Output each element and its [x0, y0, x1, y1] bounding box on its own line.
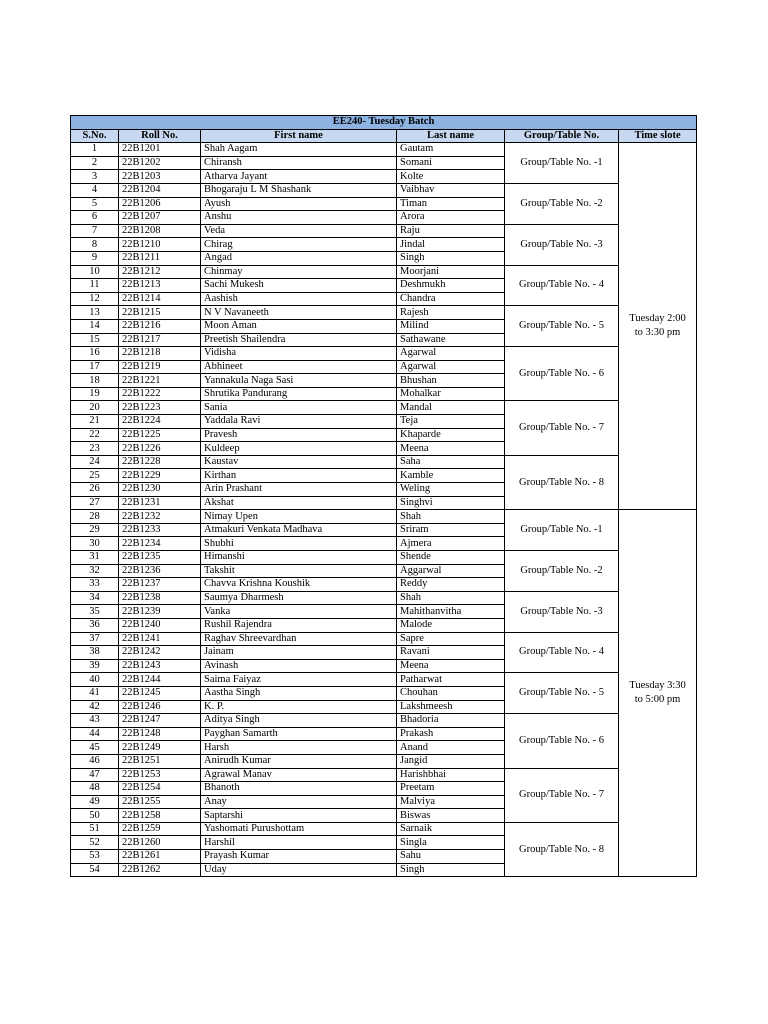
table-row: [71, 632, 697, 646]
cell-group: Group/Table No. - 5: [505, 306, 619, 347]
cell-roll-no: 22B1230: [119, 483, 201, 497]
cell-last-name: Patharwat: [397, 673, 505, 687]
cell-last-name: Singh: [397, 863, 505, 877]
cell-last-name: Arora: [397, 211, 505, 225]
cell-last-name: Lakshmeesh: [397, 700, 505, 714]
cell-sno: 17: [71, 360, 119, 374]
table-row: [71, 510, 697, 524]
cell-first-name: Nimay Upen: [201, 510, 397, 524]
cell-sno: 1: [71, 143, 119, 157]
cell-roll-no: 22B1212: [119, 265, 201, 279]
cell-sno: 53: [71, 850, 119, 864]
cell-sno: 35: [71, 605, 119, 619]
cell-first-name: Avinash: [201, 659, 397, 673]
header-last-name: Last name: [397, 129, 505, 143]
cell-first-name: Atharva Jayant: [201, 170, 397, 184]
cell-last-name: Chandra: [397, 292, 505, 306]
cell-last-name: Vaibhav: [397, 183, 505, 197]
cell-last-name: Raju: [397, 224, 505, 238]
cell-first-name: Vidisha: [201, 347, 397, 361]
cell-first-name: Atmakuri Venkata Madhava: [201, 523, 397, 537]
cell-first-name: N V Navaneeth: [201, 306, 397, 320]
cell-sno: 8: [71, 238, 119, 252]
cell-last-name: Kolte: [397, 170, 505, 184]
cell-first-name: Abhineet: [201, 360, 397, 374]
cell-roll-no: 22B1231: [119, 496, 201, 510]
cell-sno: 21: [71, 415, 119, 429]
cell-group: Group/Table No. -3: [505, 224, 619, 265]
cell-roll-no: 22B1233: [119, 523, 201, 537]
cell-sno: 12: [71, 292, 119, 306]
cell-sno: 32: [71, 564, 119, 578]
table-row: [71, 306, 697, 320]
table-row: [71, 265, 697, 279]
cell-sno: 24: [71, 455, 119, 469]
cell-last-name: Weling: [397, 483, 505, 497]
cell-last-name: Ravani: [397, 646, 505, 660]
cell-roll-no: 22B1211: [119, 251, 201, 265]
cell-group: Group/Table No. - 4: [505, 265, 619, 306]
cell-roll-no: 22B1261: [119, 850, 201, 864]
cell-last-name: Timan: [397, 197, 505, 211]
cell-roll-no: 22B1214: [119, 292, 201, 306]
header-first-name: First name: [201, 129, 397, 143]
cell-first-name: Shah Aagam: [201, 143, 397, 157]
cell-sno: 52: [71, 836, 119, 850]
cell-roll-no: 22B1216: [119, 319, 201, 333]
cell-sno: 39: [71, 659, 119, 673]
cell-last-name: Biswas: [397, 809, 505, 823]
header-group-table-no: Group/Table No.: [505, 129, 619, 143]
cell-first-name: Kirthan: [201, 469, 397, 483]
cell-roll-no: 22B1258: [119, 809, 201, 823]
cell-first-name: Akshat: [201, 496, 397, 510]
cell-last-name: Teja: [397, 415, 505, 429]
cell-sno: 31: [71, 551, 119, 565]
cell-first-name: Chiransh: [201, 156, 397, 170]
cell-first-name: Anshu: [201, 211, 397, 225]
cell-first-name: Saumya Dharmesh: [201, 591, 397, 605]
cell-first-name: Anirudh Kumar: [201, 754, 397, 768]
cell-roll-no: 22B1203: [119, 170, 201, 184]
cell-sno: 16: [71, 347, 119, 361]
cell-last-name: Sathawane: [397, 333, 505, 347]
cell-roll-no: 22B1254: [119, 782, 201, 796]
cell-sno: 50: [71, 809, 119, 823]
cell-last-name: Rajesh: [397, 306, 505, 320]
cell-last-name: Chouhan: [397, 686, 505, 700]
cell-last-name: Mandal: [397, 401, 505, 415]
cell-roll-no: 22B1244: [119, 673, 201, 687]
cell-roll-no: 22B1253: [119, 768, 201, 782]
cell-first-name: K. P.: [201, 700, 397, 714]
cell-last-name: Shah: [397, 591, 505, 605]
cell-roll-no: 22B1201: [119, 143, 201, 157]
cell-group: Group/Table No. - 8: [505, 822, 619, 876]
cell-last-name: Mahithanvitha: [397, 605, 505, 619]
cell-last-name: Sapre: [397, 632, 505, 646]
cell-sno: 5: [71, 197, 119, 211]
cell-last-name: Sriram: [397, 523, 505, 537]
cell-last-name: Ajmera: [397, 537, 505, 551]
cell-first-name: Aashish: [201, 292, 397, 306]
cell-first-name: Kaustav: [201, 455, 397, 469]
cell-first-name: Moon Aman: [201, 319, 397, 333]
cell-roll-no: 22B1247: [119, 714, 201, 728]
cell-first-name: Yaddala Ravi: [201, 415, 397, 429]
cell-sno: 9: [71, 251, 119, 265]
cell-roll-no: 22B1221: [119, 374, 201, 388]
cell-roll-no: 22B1224: [119, 415, 201, 429]
cell-sno: 41: [71, 686, 119, 700]
table-header-row: [71, 129, 697, 143]
cell-first-name: Harsh: [201, 741, 397, 755]
cell-roll-no: 22B1222: [119, 387, 201, 401]
cell-sno: 46: [71, 754, 119, 768]
cell-roll-no: 22B1248: [119, 727, 201, 741]
cell-first-name: Anay: [201, 795, 397, 809]
cell-roll-no: 22B1219: [119, 360, 201, 374]
cell-group: Group/Table No. - 8: [505, 455, 619, 509]
cell-roll-no: 22B1207: [119, 211, 201, 225]
cell-group: Group/Table No. -1: [505, 510, 619, 551]
cell-first-name: Bhogaraju L M Shashank: [201, 183, 397, 197]
cell-roll-no: 22B1239: [119, 605, 201, 619]
cell-roll-no: 22B1232: [119, 510, 201, 524]
cell-time-slot: Tuesday 3:30 to 5:00 pm: [619, 510, 697, 877]
cell-roll-no: 22B1228: [119, 455, 201, 469]
cell-sno: 42: [71, 700, 119, 714]
cell-sno: 29: [71, 523, 119, 537]
cell-first-name: Aditya Singh: [201, 714, 397, 728]
cell-first-name: Yashomati Purushottam: [201, 822, 397, 836]
cell-first-name: Uday: [201, 863, 397, 877]
cell-last-name: Moorjani: [397, 265, 505, 279]
cell-last-name: Gautam: [397, 143, 505, 157]
cell-group: Group/Table No. -2: [505, 183, 619, 224]
table-row: [71, 822, 697, 836]
cell-roll-no: 22B1251: [119, 754, 201, 768]
cell-first-name: Jainam: [201, 646, 397, 660]
cell-last-name: Bhadoria: [397, 714, 505, 728]
table-row: [71, 768, 697, 782]
cell-roll-no: 22B1204: [119, 183, 201, 197]
cell-sno: 36: [71, 618, 119, 632]
cell-last-name: Agarwal: [397, 347, 505, 361]
cell-roll-no: 22B1242: [119, 646, 201, 660]
cell-first-name: Raghav Shreevardhan: [201, 632, 397, 646]
cell-sno: 43: [71, 714, 119, 728]
cell-sno: 15: [71, 333, 119, 347]
cell-last-name: Jindal: [397, 238, 505, 252]
cell-group: Group/Table No. - 6: [505, 347, 619, 401]
cell-sno: 38: [71, 646, 119, 660]
cell-last-name: Singh: [397, 251, 505, 265]
cell-first-name: Rushil Rajendra: [201, 618, 397, 632]
cell-group: Group/Table No. - 7: [505, 401, 619, 455]
cell-group: Group/Table No. - 4: [505, 632, 619, 673]
cell-roll-no: 22B1208: [119, 224, 201, 238]
cell-roll-no: 22B1241: [119, 632, 201, 646]
cell-first-name: Harshil: [201, 836, 397, 850]
cell-first-name: Chavva Krishna Koushik: [201, 578, 397, 592]
cell-group: Group/Table No. - 7: [505, 768, 619, 822]
table-row: [71, 673, 697, 687]
cell-first-name: Vanka: [201, 605, 397, 619]
table-row: [71, 455, 697, 469]
cell-last-name: Saha: [397, 455, 505, 469]
cell-sno: 33: [71, 578, 119, 592]
header-sno: S.No.: [71, 129, 119, 143]
cell-group: Group/Table No. -3: [505, 591, 619, 632]
cell-sno: 20: [71, 401, 119, 415]
cell-sno: 22: [71, 428, 119, 442]
cell-sno: 25: [71, 469, 119, 483]
cell-first-name: Himanshi: [201, 551, 397, 565]
cell-last-name: Shende: [397, 551, 505, 565]
cell-roll-no: 22B1249: [119, 741, 201, 755]
cell-roll-no: 22B1240: [119, 618, 201, 632]
cell-sno: 37: [71, 632, 119, 646]
cell-last-name: Preetam: [397, 782, 505, 796]
cell-sno: 51: [71, 822, 119, 836]
cell-sno: 6: [71, 211, 119, 225]
cell-sno: 28: [71, 510, 119, 524]
cell-first-name: Payghan Samarth: [201, 727, 397, 741]
cell-sno: 10: [71, 265, 119, 279]
cell-first-name: Pravesh: [201, 428, 397, 442]
cell-first-name: Agrawal Manav: [201, 768, 397, 782]
table-row: [71, 401, 697, 415]
cell-last-name: Aggarwal: [397, 564, 505, 578]
table-row: [71, 183, 697, 197]
cell-roll-no: 22B1260: [119, 836, 201, 850]
table-row: [71, 224, 697, 238]
cell-last-name: Shah: [397, 510, 505, 524]
cell-last-name: Reddy: [397, 578, 505, 592]
cell-sno: 48: [71, 782, 119, 796]
table-title-row: [71, 116, 697, 130]
cell-group: Group/Table No. -2: [505, 551, 619, 592]
cell-roll-no: 22B1235: [119, 551, 201, 565]
cell-last-name: Singla: [397, 836, 505, 850]
cell-roll-no: 22B1245: [119, 686, 201, 700]
cell-last-name: Agarwal: [397, 360, 505, 374]
cell-sno: 47: [71, 768, 119, 782]
batch-sheet: [70, 115, 697, 877]
table-row: [71, 551, 697, 565]
cell-sno: 27: [71, 496, 119, 510]
cell-roll-no: 22B1255: [119, 795, 201, 809]
cell-last-name: Meena: [397, 442, 505, 456]
cell-last-name: Jangid: [397, 754, 505, 768]
cell-group: Group/Table No. - 6: [505, 714, 619, 768]
cell-first-name: Saima Faiyaz: [201, 673, 397, 687]
table-title: EE240- Tuesday Batch: [71, 116, 697, 130]
cell-first-name: Aastha Singh: [201, 686, 397, 700]
cell-first-name: Arin Prashant: [201, 483, 397, 497]
cell-sno: 23: [71, 442, 119, 456]
cell-first-name: Saptarshi: [201, 809, 397, 823]
cell-roll-no: 22B1223: [119, 401, 201, 415]
cell-first-name: Chirag: [201, 238, 397, 252]
cell-roll-no: 22B1243: [119, 659, 201, 673]
cell-first-name: Ayush: [201, 197, 397, 211]
table-row: [71, 347, 697, 361]
cell-last-name: Malviya: [397, 795, 505, 809]
cell-roll-no: 22B1229: [119, 469, 201, 483]
header-roll-no: Roll No.: [119, 129, 201, 143]
cell-last-name: Kamble: [397, 469, 505, 483]
cell-roll-no: 22B1262: [119, 863, 201, 877]
table-row: [71, 143, 697, 157]
cell-sno: 26: [71, 483, 119, 497]
cell-first-name: Shubhi: [201, 537, 397, 551]
cell-roll-no: 22B1237: [119, 578, 201, 592]
cell-first-name: Preetish Shailendra: [201, 333, 397, 347]
cell-sno: 49: [71, 795, 119, 809]
cell-last-name: Meena: [397, 659, 505, 673]
cell-roll-no: 22B1206: [119, 197, 201, 211]
cell-last-name: Harishbhai: [397, 768, 505, 782]
cell-first-name: Kuldeep: [201, 442, 397, 456]
cell-first-name: Sania: [201, 401, 397, 415]
cell-last-name: Prakash: [397, 727, 505, 741]
cell-sno: 3: [71, 170, 119, 184]
cell-last-name: Deshmukh: [397, 279, 505, 293]
cell-sno: 54: [71, 863, 119, 877]
cell-sno: 2: [71, 156, 119, 170]
cell-sno: 14: [71, 319, 119, 333]
cell-roll-no: 22B1236: [119, 564, 201, 578]
cell-roll-no: 22B1217: [119, 333, 201, 347]
cell-sno: 34: [71, 591, 119, 605]
cell-sno: 13: [71, 306, 119, 320]
header-time-slot: Time slote: [619, 129, 697, 143]
cell-roll-no: 22B1234: [119, 537, 201, 551]
cell-group: Group/Table No. -1: [505, 143, 619, 184]
cell-first-name: Angad: [201, 251, 397, 265]
cell-last-name: Somani: [397, 156, 505, 170]
cell-roll-no: 22B1259: [119, 822, 201, 836]
table-body: [71, 143, 697, 877]
cell-last-name: Singhvi: [397, 496, 505, 510]
cell-sno: 44: [71, 727, 119, 741]
cell-roll-no: 22B1246: [119, 700, 201, 714]
cell-last-name: Khaparde: [397, 428, 505, 442]
cell-first-name: Bhanoth: [201, 782, 397, 796]
cell-sno: 30: [71, 537, 119, 551]
cell-roll-no: 22B1218: [119, 347, 201, 361]
cell-roll-no: 22B1202: [119, 156, 201, 170]
cell-sno: 4: [71, 183, 119, 197]
cell-sno: 18: [71, 374, 119, 388]
cell-last-name: Milind: [397, 319, 505, 333]
cell-sno: 40: [71, 673, 119, 687]
cell-last-name: Bhushan: [397, 374, 505, 388]
cell-sno: 19: [71, 387, 119, 401]
cell-roll-no: 22B1215: [119, 306, 201, 320]
cell-first-name: Chinmay: [201, 265, 397, 279]
table-row: [71, 591, 697, 605]
cell-first-name: Yannakula Naga Sasi: [201, 374, 397, 388]
table-row: [71, 714, 697, 728]
cell-last-name: Mohalkar: [397, 387, 505, 401]
cell-last-name: Anand: [397, 741, 505, 755]
cell-sno: 11: [71, 279, 119, 293]
cell-sno: 7: [71, 224, 119, 238]
cell-group: Group/Table No. - 5: [505, 673, 619, 714]
cell-roll-no: 22B1213: [119, 279, 201, 293]
cell-last-name: Sahu: [397, 850, 505, 864]
cell-last-name: Sarnaik: [397, 822, 505, 836]
cell-sno: 45: [71, 741, 119, 755]
cell-first-name: Sachi Mukesh: [201, 279, 397, 293]
cell-roll-no: 22B1238: [119, 591, 201, 605]
cell-roll-no: 22B1226: [119, 442, 201, 456]
cell-roll-no: 22B1210: [119, 238, 201, 252]
cell-first-name: Shrutika Pandurang: [201, 387, 397, 401]
cell-first-name: Prayash Kumar: [201, 850, 397, 864]
batch-table: [70, 115, 697, 877]
cell-last-name: Malode: [397, 618, 505, 632]
cell-roll-no: 22B1225: [119, 428, 201, 442]
cell-first-name: Veda: [201, 224, 397, 238]
cell-first-name: Takshit: [201, 564, 397, 578]
cell-time-slot: Tuesday 2:00 to 3:30 pm: [619, 143, 697, 510]
